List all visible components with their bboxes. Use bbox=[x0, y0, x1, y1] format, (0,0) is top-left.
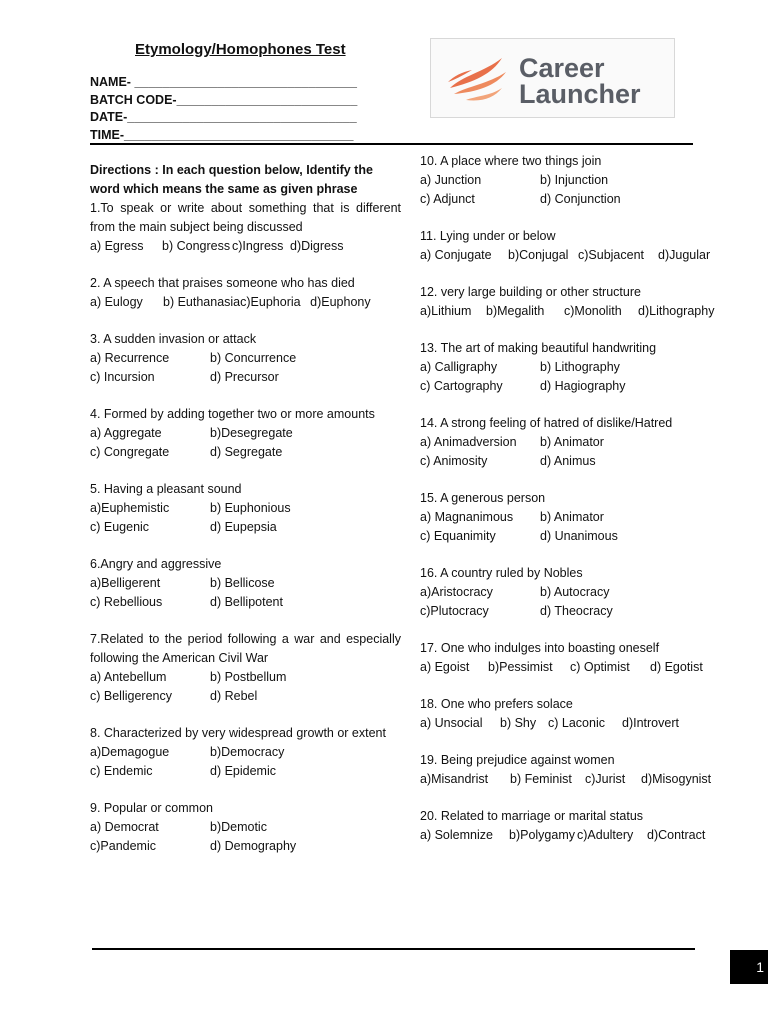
logo-line-launcher: Launcher bbox=[519, 79, 641, 109]
answer-option[interactable]: d)Euphony bbox=[310, 295, 371, 309]
option-row bbox=[90, 762, 401, 781]
question-stem: 15. A generous person bbox=[420, 491, 546, 505]
option-row bbox=[420, 527, 740, 546]
question-stem: 12. very large building or other structure bbox=[420, 285, 641, 299]
name-field[interactable]: NAME- ________________________________ bbox=[90, 75, 357, 89]
answer-option[interactable]: a)Lithium bbox=[420, 304, 472, 318]
date-field[interactable]: DATE-_________________________________ bbox=[90, 110, 357, 124]
question-stem: 16. A country ruled by Nobles bbox=[420, 566, 583, 580]
answer-option[interactable]: c) Equanimity bbox=[420, 529, 496, 543]
question-9 bbox=[90, 799, 401, 856]
question-stem: 2. A speech that praises someone who has died bbox=[90, 276, 355, 290]
answer-option[interactable]: b) Animator bbox=[540, 510, 604, 524]
option-row bbox=[90, 424, 401, 443]
option-row bbox=[420, 171, 740, 190]
answer-option[interactable]: c) Adjunct bbox=[420, 192, 475, 206]
question-13 bbox=[420, 339, 740, 396]
question-stem: 6.Angry and aggressive bbox=[90, 557, 222, 571]
answer-option[interactable]: a) Egoist bbox=[420, 660, 470, 674]
option-row bbox=[90, 518, 401, 537]
answer-option[interactable]: c)Monolith bbox=[564, 304, 622, 318]
answer-option[interactable]: b) Congress bbox=[162, 239, 231, 253]
answer-option[interactable]: b)Conjugal bbox=[508, 248, 569, 262]
logo-line-career: Career bbox=[519, 53, 605, 83]
answer-option[interactable]: c) Eugenic bbox=[90, 520, 150, 534]
option-row bbox=[90, 743, 401, 762]
answer-option[interactable]: d) Hagiography bbox=[540, 379, 626, 393]
answer-option[interactable]: b) Bellicose bbox=[210, 576, 275, 590]
answer-option[interactable]: c) Optimist bbox=[570, 660, 630, 674]
answer-option[interactable]: b) Lithography bbox=[540, 360, 620, 374]
option-row bbox=[90, 368, 401, 387]
answer-option[interactable]: d) Bellipotent bbox=[210, 595, 283, 609]
option-row bbox=[420, 377, 740, 396]
question-17 bbox=[420, 639, 740, 677]
test-title: Etymology/Homophones Test bbox=[135, 41, 346, 58]
question-stem: 14. A strong feeling of hatred of dislike/Hatred bbox=[420, 416, 673, 430]
answer-option[interactable]: c) Belligerency bbox=[90, 689, 172, 703]
option-row bbox=[420, 508, 740, 527]
answer-option[interactable]: c) Endemic bbox=[90, 764, 153, 778]
header-divider bbox=[90, 143, 693, 145]
question-stem: 10. A place where two things join bbox=[420, 154, 602, 168]
question-8 bbox=[90, 724, 401, 781]
option-row bbox=[420, 246, 740, 265]
answer-option[interactable]: d) Conjunction bbox=[540, 192, 621, 206]
batch-code-field[interactable]: BATCH CODE-__________________________ bbox=[90, 92, 358, 107]
option-row bbox=[420, 433, 740, 452]
answer-option[interactable]: a) Solemnize bbox=[420, 828, 493, 842]
career-launcher-logo bbox=[430, 38, 675, 118]
option-row bbox=[90, 593, 401, 612]
answer-option[interactable]: b) Postbellum bbox=[210, 670, 287, 684]
answer-option[interactable]: c) Rebellious bbox=[90, 595, 163, 609]
option-row bbox=[420, 602, 740, 621]
question-15 bbox=[420, 489, 740, 546]
question-12 bbox=[420, 283, 740, 321]
answer-option[interactable]: a) Animadversion bbox=[420, 435, 517, 449]
question-3 bbox=[90, 330, 401, 387]
answer-option[interactable]: d)Lithography bbox=[638, 304, 715, 318]
answer-option[interactable]: b)Desegregate bbox=[210, 426, 293, 440]
answer-option[interactable]: c)Euphoria bbox=[240, 295, 301, 309]
answer-option[interactable]: d)Introvert bbox=[622, 716, 679, 730]
answer-option[interactable]: c) Congregate bbox=[90, 445, 170, 459]
question-7 bbox=[90, 630, 401, 706]
answer-option[interactable]: d) Segregate bbox=[210, 445, 283, 459]
answer-option[interactable]: d) Epidemic bbox=[210, 764, 276, 778]
option-row bbox=[90, 237, 401, 256]
question-2 bbox=[90, 274, 401, 312]
option-row bbox=[90, 668, 401, 687]
question-20 bbox=[420, 807, 740, 845]
option-row bbox=[420, 770, 740, 789]
answer-option[interactable]: d)Contract bbox=[647, 828, 706, 842]
answer-option[interactable]: a)Aristocracy bbox=[420, 585, 493, 599]
answer-option[interactable]: d)Digress bbox=[290, 239, 344, 253]
question-6 bbox=[90, 555, 401, 612]
option-row bbox=[420, 190, 740, 209]
answer-option[interactable]: c) Animosity bbox=[420, 454, 488, 468]
answer-option[interactable]: d) Egotist bbox=[650, 660, 703, 674]
option-row bbox=[420, 358, 740, 377]
answer-option[interactable]: a) Aggregate bbox=[90, 426, 162, 440]
answer-option[interactable]: a)Misandrist bbox=[420, 772, 489, 786]
answer-option[interactable]: b)Democracy bbox=[210, 745, 285, 759]
answer-option[interactable]: b) Feminist bbox=[510, 772, 572, 786]
answer-option[interactable]: b) Injunction bbox=[540, 173, 609, 187]
question-14 bbox=[420, 414, 740, 471]
option-row bbox=[420, 302, 740, 321]
left-column bbox=[90, 161, 401, 874]
answer-option[interactable]: d)Misogynist bbox=[641, 772, 712, 786]
question-stem: 20. Related to marriage or marital status bbox=[420, 809, 644, 823]
answer-option[interactable]: c)Pandemic bbox=[90, 839, 156, 853]
question-4 bbox=[90, 405, 401, 462]
answer-option[interactable]: c)Ingress bbox=[232, 239, 284, 253]
question-stem: 1.To speak or write about something that is different from the main subject being discussed bbox=[90, 201, 401, 234]
question-stem: 5. Having a pleasant sound bbox=[90, 482, 242, 496]
answer-option[interactable]: c)Subjacent bbox=[578, 248, 645, 262]
answer-option[interactable]: d) Theocracy bbox=[540, 604, 613, 618]
right-column bbox=[420, 152, 740, 863]
answer-option[interactable]: b) Euphonious bbox=[210, 501, 291, 515]
answer-option[interactable]: c) Incursion bbox=[90, 370, 155, 384]
answer-option[interactable]: a) Democrat bbox=[90, 820, 159, 834]
option-row bbox=[90, 574, 401, 593]
answer-option[interactable]: a) Magnanimous bbox=[420, 510, 514, 524]
answer-option[interactable]: b)Polygamy bbox=[509, 828, 575, 842]
answer-option[interactable]: a) Recurrence bbox=[90, 351, 170, 365]
question-stem: 8. Characterized by very widespread growth or extent bbox=[90, 726, 386, 740]
page-number: 1 bbox=[730, 950, 768, 984]
answer-option[interactable]: c) Laconic bbox=[548, 716, 605, 730]
question-stem: 4. Formed by adding together two or more amounts bbox=[90, 407, 375, 421]
option-row bbox=[420, 658, 740, 677]
question-stem: 3. A sudden invasion or attack bbox=[90, 332, 257, 346]
answer-option[interactable]: b) Animator bbox=[540, 435, 604, 449]
answer-option[interactable]: b)Pessimist bbox=[488, 660, 553, 674]
answer-option[interactable]: a) Eulogy bbox=[90, 295, 143, 309]
option-row bbox=[420, 583, 740, 602]
option-row bbox=[90, 687, 401, 706]
answer-option[interactable]: d) Eupepsia bbox=[210, 520, 277, 534]
flame-logo-icon bbox=[444, 54, 510, 106]
option-row bbox=[420, 714, 740, 733]
answer-option[interactable]: a) Egress bbox=[90, 239, 144, 253]
answer-option[interactable]: d) Rebel bbox=[210, 689, 258, 703]
option-row bbox=[420, 826, 740, 845]
student-info-fields bbox=[90, 74, 357, 144]
question-16 bbox=[420, 564, 740, 621]
answer-option[interactable]: a) Antebellum bbox=[90, 670, 167, 684]
question-stem: 9. Popular or common bbox=[90, 801, 213, 815]
answer-option[interactable]: a) Junction bbox=[420, 173, 482, 187]
option-row bbox=[90, 499, 401, 518]
option-row bbox=[90, 818, 401, 837]
answer-option[interactable]: d) Precursor bbox=[210, 370, 279, 384]
answer-option[interactable]: a)Demagogue bbox=[90, 745, 170, 759]
question-stem: 11. Lying under or below bbox=[420, 229, 556, 243]
question-10 bbox=[420, 152, 740, 209]
question-stem: 19. Being prejudice against women bbox=[420, 753, 615, 767]
option-row bbox=[90, 837, 401, 856]
option-row bbox=[90, 443, 401, 462]
question-18 bbox=[420, 695, 740, 733]
question-1 bbox=[90, 199, 401, 256]
option-row bbox=[90, 293, 401, 312]
answer-option[interactable]: b) Concurrence bbox=[210, 351, 297, 365]
time-field[interactable]: TIME-_________________________________ bbox=[90, 127, 354, 142]
answer-option[interactable]: d) Unanimous bbox=[540, 529, 618, 543]
footer-divider bbox=[92, 948, 695, 950]
option-row bbox=[420, 452, 740, 471]
question-stem: 13. The art of making beautiful handwriting bbox=[420, 341, 657, 355]
answer-option[interactable]: d) Animus bbox=[540, 454, 596, 468]
answer-option[interactable]: b) Euthanasia bbox=[163, 295, 241, 309]
answer-option[interactable]: c) Cartography bbox=[420, 379, 503, 393]
answer-option[interactable]: a)Euphemistic bbox=[90, 501, 170, 515]
directions-text: Directions : In each question below, Identify the word which means the same as given phrase bbox=[90, 163, 373, 196]
answer-option[interactable]: a) Calligraphy bbox=[420, 360, 498, 374]
answer-option[interactable]: a) Conjugate bbox=[420, 248, 492, 262]
question-19 bbox=[420, 751, 740, 789]
answer-option[interactable]: b) Shy bbox=[500, 716, 537, 730]
answer-option[interactable]: c)Plutocracy bbox=[420, 604, 489, 618]
answer-option[interactable]: c)Jurist bbox=[585, 772, 626, 786]
answer-option[interactable]: a) Unsocial bbox=[420, 716, 483, 730]
answer-option[interactable]: b)Demotic bbox=[210, 820, 267, 834]
question-stem: 18. One who prefers solace bbox=[420, 697, 573, 711]
question-stem: 7.Related to the period following a war and especially following the American Civil War bbox=[90, 632, 401, 665]
answer-option[interactable]: d) Demography bbox=[210, 839, 297, 853]
question-5 bbox=[90, 480, 401, 537]
option-row bbox=[90, 349, 401, 368]
answer-option[interactable]: c)Adultery bbox=[577, 828, 634, 842]
question-11 bbox=[420, 227, 740, 265]
question-stem: 17. One who indulges into boasting oneself bbox=[420, 641, 660, 655]
answer-option[interactable]: a)Belligerent bbox=[90, 576, 161, 590]
answer-option[interactable]: d)Jugular bbox=[658, 248, 711, 262]
answer-option[interactable]: b)Megalith bbox=[486, 304, 545, 318]
answer-option[interactable]: b) Autocracy bbox=[540, 585, 610, 599]
